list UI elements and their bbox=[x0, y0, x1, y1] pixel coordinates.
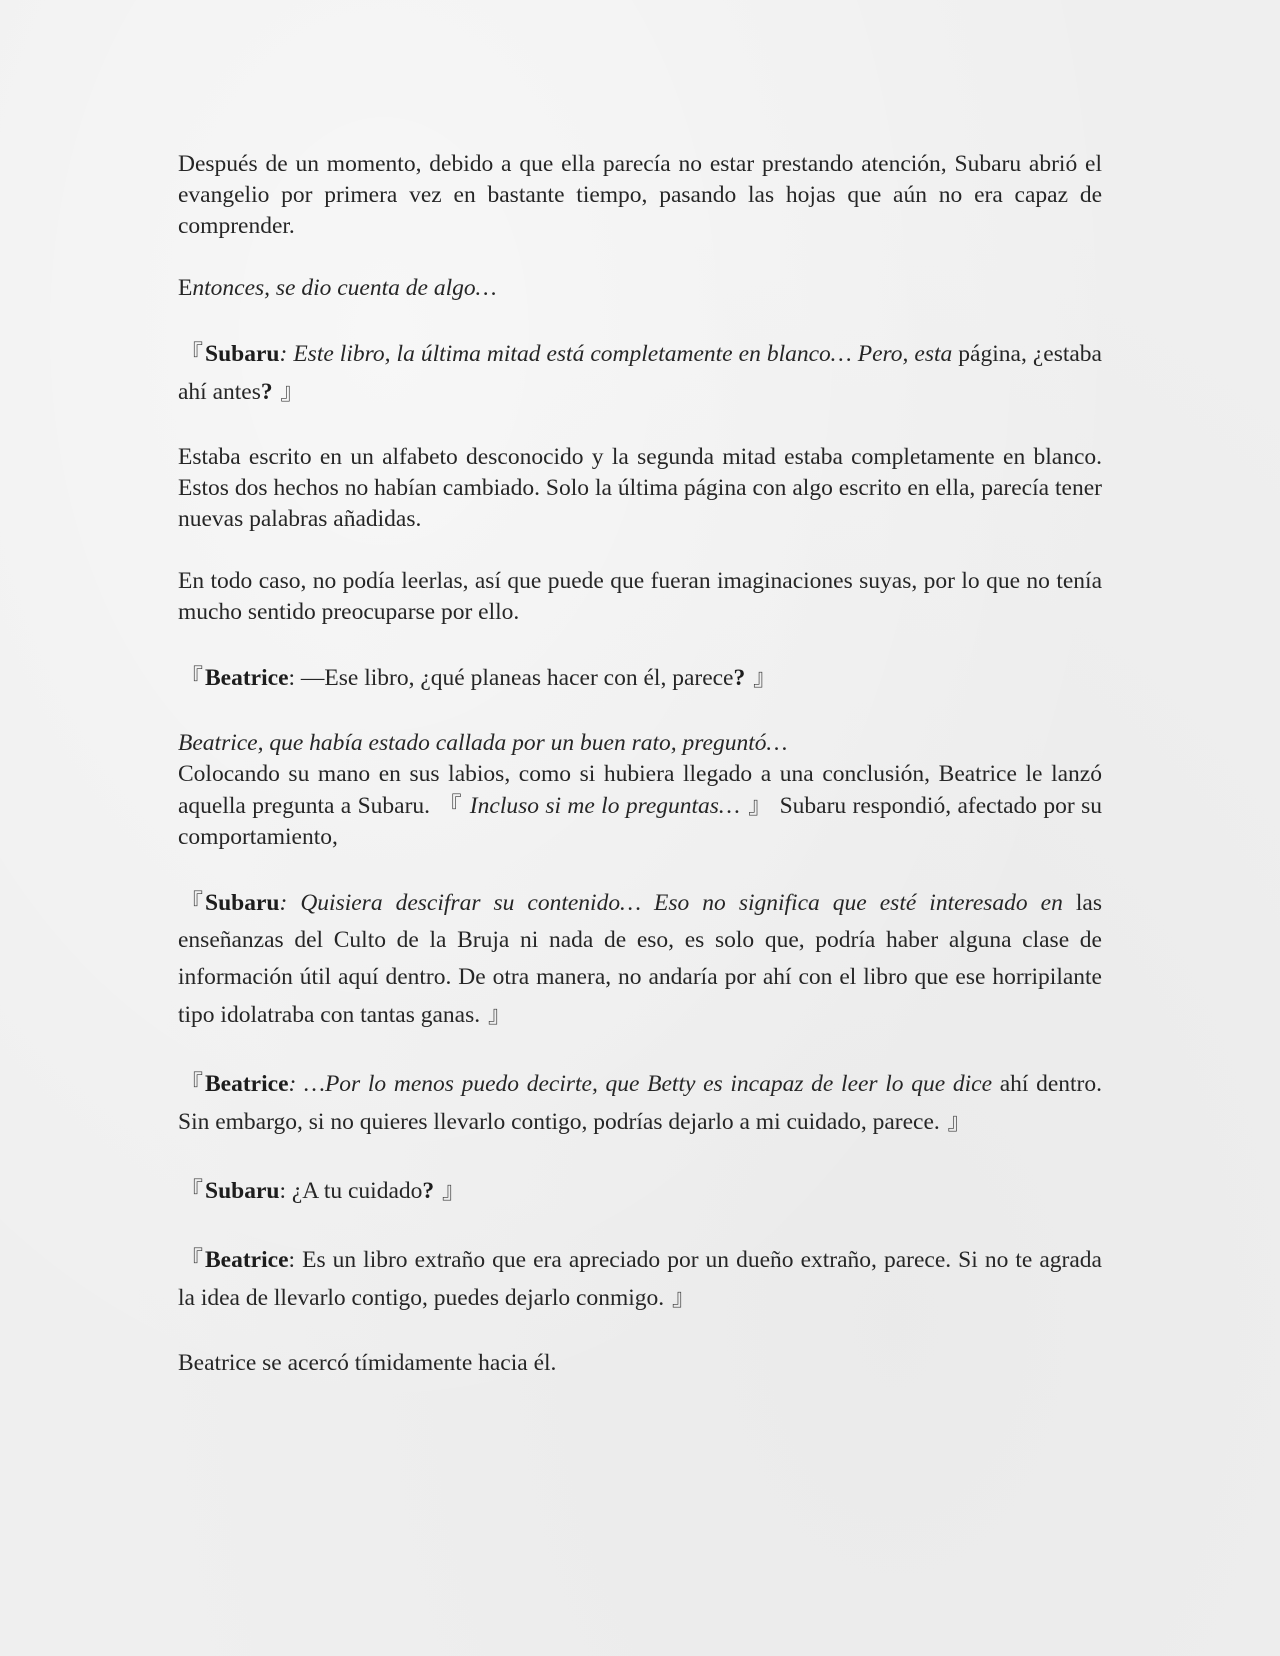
dialog-separator: : bbox=[279, 341, 294, 367]
dialog-subaru-1-italic: Este libro, la última mitad está completamente en blanco… Pero, esta bbox=[293, 341, 953, 367]
speaker-subaru: Subaru bbox=[205, 1178, 280, 1204]
dialog-beatrice-2 bbox=[178, 1065, 1102, 1141]
speaker-beatrice: Beatrice bbox=[205, 665, 289, 691]
narration-italic: Beatrice, que había estado callada por un buen rato, preguntó… bbox=[178, 730, 788, 756]
dialog-subaru-1 bbox=[178, 335, 1102, 411]
close-quote-mark: 』 bbox=[280, 379, 304, 404]
speaker-beatrice: Beatrice bbox=[205, 1247, 289, 1273]
close-quote-mark: 』 bbox=[748, 793, 772, 818]
dialog-beatrice-2-italic: …Por lo menos puedo decirte, que Betty es incapaz de leer lo que dice bbox=[304, 1071, 992, 1097]
open-quote-mark: 『 bbox=[180, 1178, 203, 1203]
close-quote-mark: 』 bbox=[947, 1109, 971, 1134]
paragraph-5 bbox=[178, 759, 1102, 853]
dialog-subaru-2 bbox=[178, 884, 1102, 1034]
open-quote-mark: 『 bbox=[180, 665, 203, 690]
dialog-separator: : bbox=[279, 890, 301, 916]
dialog-beatrice-3-text: : Es un libro extraño que era apreciado por un dueño extraño, parece. Si no te agrada la idea de llevarlo contigo, puedes dejarlo conmigo. bbox=[178, 1247, 1102, 1311]
open-quote-mark: 『 bbox=[438, 793, 462, 818]
dialog-beatrice-1-text: : —Ese libro, ¿qué planeas hacer con él, parece bbox=[288, 665, 734, 691]
dialog-subaru-2-plain: las enseñanzas del Culto de la Bruja ni nada de eso, es solo que, podría haber alguna clase de información útil aquí dentro. De otra manera, no andaría por ahí con el libro que ese horripilante tipo idolatraba con tantas ganas. bbox=[178, 890, 1102, 1028]
dialog-beatrice-2-plain: ahí dentro. Sin embargo, si no quieres llevarlo contigo, podrías dejarlo a mi cuidado, parece. bbox=[178, 1071, 1103, 1135]
paragraph-2-italic: ntonces, se dio cuenta de algo… bbox=[192, 275, 497, 301]
close-quote-mark: 』 bbox=[672, 1285, 696, 1310]
paragraph-5-part-a: Colocando su mano en sus labios, como si hubiera llegado a una conclusión, Beatrice le lanzó aquella pregunta a Subaru. bbox=[178, 761, 1102, 819]
close-quote-mark: 』 bbox=[488, 1002, 512, 1027]
dialog-subaru-3 bbox=[178, 1172, 1102, 1210]
open-quote-mark: 『 bbox=[180, 341, 203, 366]
dialog-beatrice-3 bbox=[178, 1241, 1102, 1317]
dialog-subaru-3-text: : ¿A tu cuidado bbox=[279, 1178, 423, 1204]
paragraph-4: En todo caso, no podía leerlas, así que puede que fueran imaginaciones suyas, por lo que no tenía mucho sentido preocuparse por ello. bbox=[178, 568, 1102, 625]
paragraph-2-lead: E bbox=[178, 275, 193, 301]
paragraph-3: Estaba escrito en un alfabeto desconocido y la segunda mitad estaba completamente en blanco. Estos dos hechos no habían cambiado. Solo la última página con algo escrito en ella, parecía tener nuevas palabras añadidas. bbox=[178, 444, 1102, 532]
document-body bbox=[178, 149, 1102, 1379]
speaker-subaru: Subaru bbox=[205, 341, 280, 367]
dialog-beatrice-1 bbox=[178, 659, 1102, 697]
close-quote-mark: 』 bbox=[753, 665, 777, 690]
dialog-beatrice-1-question-mark: ? bbox=[733, 665, 746, 691]
dialog-subaru-2-italic: Quisiera descifrar su contenido… Eso no significa que esté interesado en bbox=[300, 890, 1063, 916]
close-quote-mark: 』 bbox=[442, 1178, 466, 1203]
dialog-separator: : bbox=[288, 1071, 305, 1097]
paragraph-1: Después de un momento, debido a que ella parecía no estar prestando atención, Subaru abrió el evangelio por primera vez en bastante tiempo, pasando las hojas que aún no era capaz de comprender. bbox=[178, 151, 1102, 239]
paragraph-5-part-b: Subaru respondió, afectado por su comportamiento, bbox=[178, 793, 1102, 850]
dialog-subaru-1-plain: página, ¿estaba ahí antes bbox=[178, 341, 1102, 405]
paragraph-6: Beatrice se acercó tímidamente hacia él. bbox=[178, 1350, 557, 1376]
paragraph-2 bbox=[178, 273, 1102, 304]
open-quote-mark: 『 bbox=[180, 1247, 203, 1272]
open-quote-mark: 『 bbox=[180, 890, 203, 915]
speaker-beatrice: Beatrice bbox=[205, 1071, 289, 1097]
dialog-subaru-3-question-mark: ? bbox=[422, 1178, 435, 1204]
paragraph-5-italic bbox=[178, 728, 1102, 759]
dialog-subaru-1-question-mark: ? bbox=[260, 379, 273, 405]
speaker-subaru: Subaru bbox=[205, 890, 280, 916]
open-quote-mark: 『 bbox=[180, 1071, 203, 1096]
paragraph-5-italic-quote: Incluso si me lo preguntas… bbox=[463, 793, 747, 819]
